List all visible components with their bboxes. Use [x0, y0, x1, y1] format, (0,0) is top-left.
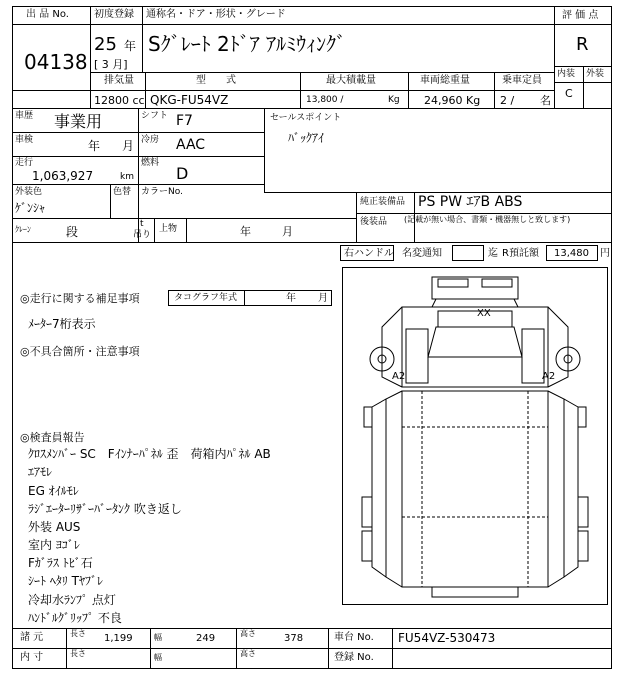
model-code: QKG-FU54VZ — [150, 93, 229, 107]
damage-mark-right: A2 — [542, 371, 556, 382]
ac-label: 冷房 — [141, 135, 160, 145]
inspector-line: 外装 AUS — [28, 520, 81, 534]
inspector-line: ｼｰﾄ ﾍﾀﾘ Tﾔﾌﾞﾚ — [28, 574, 103, 588]
aftermarket-label: 後装品 — [360, 217, 388, 227]
registration-label: 登録 No. — [334, 652, 374, 663]
defects-title: ◎不具合箇所・注意事項 — [20, 345, 140, 358]
grid-line — [12, 628, 612, 629]
name-grade-label: 通称名・ドア・形状・グレード — [146, 9, 286, 20]
crane-t: t — [140, 219, 144, 229]
grid-line — [264, 192, 612, 193]
specs-label: 諸 元 — [20, 632, 44, 643]
name-change-box — [452, 245, 484, 261]
crane-hang: 吊り — [133, 230, 152, 240]
inspector-line: 冷却水ﾗﾝﾌﾟ 点灯 — [28, 593, 116, 607]
ext-color-value: ｹﾞﾝｼｬ — [15, 201, 46, 215]
deposit-amount: 13,480 — [554, 248, 589, 259]
shift-label: シフト — [141, 111, 169, 121]
deposit-unit: 円 — [600, 248, 610, 259]
exterior-grade-label: 外装 — [586, 69, 605, 79]
inspection-month: 月 — [122, 139, 135, 153]
color-no-label: カラーNo. — [141, 187, 183, 197]
tacho-year: 年 — [286, 293, 296, 304]
displacement-label: 排気量 — [104, 75, 134, 86]
grid-line — [90, 72, 554, 73]
grid-line — [154, 218, 155, 242]
upload-month: 月 — [282, 225, 293, 238]
reg-year: 25 — [94, 34, 117, 55]
grid-line — [554, 6, 555, 108]
steering-value: 右ハンドル — [344, 248, 394, 259]
inspector-line: Fｶﾞﾗｽ ﾄﾋﾞ石 — [28, 556, 93, 570]
tachograph-label: タコグラフ年式 — [174, 293, 238, 303]
shift-value: F7 — [176, 113, 193, 129]
grid-line — [12, 108, 612, 109]
inspector-line: ﾗｼﾞｴｰﾀｰﾘｻﾞｰﾊﾞｰﾀﾝｸ 吹き返し — [28, 502, 182, 516]
gross-weight-label: 車両総重量 — [420, 75, 470, 86]
grid-line — [554, 24, 612, 25]
grid-line — [142, 24, 143, 72]
inner-label: 内 寸 — [20, 652, 44, 663]
grid-line — [110, 184, 111, 218]
inspector-line: 室内 ﾖｺﾞﾚ — [28, 538, 80, 552]
height-label: 高さ — [240, 629, 256, 638]
first-reg-label: 初度登録 — [94, 9, 134, 20]
grid-line — [150, 628, 151, 669]
upload-label: 上物 — [159, 224, 178, 234]
grid-line — [12, 156, 264, 157]
equipment-label: 純正装備品 — [360, 197, 406, 207]
grid-line — [145, 72, 146, 108]
grid-line — [90, 6, 91, 108]
selling-points-label: セールスポイント — [270, 113, 342, 123]
inspection-label: 車検 — [15, 135, 34, 145]
max-load-label: 最大積載量 — [326, 75, 376, 86]
interior-grade-label: 内装 — [557, 69, 576, 79]
selling-points-text: ﾊﾞｯｸｱｲ — [288, 131, 325, 145]
max-load-value: 13,800 / — [306, 95, 344, 105]
supplement-text: ﾒｰﾀｰ7桁表示 — [28, 317, 96, 331]
deposit-a: 迄 — [488, 248, 498, 259]
length-label: 長さ — [70, 629, 86, 638]
damage-mark-top: XX — [477, 308, 491, 319]
grid-line — [142, 6, 143, 24]
gross-weight-value: 24,960 Kg — [424, 94, 481, 107]
grid-line — [300, 72, 301, 108]
grid-line — [356, 213, 612, 214]
grid-line — [186, 218, 187, 242]
model-code-label: 型 式 — [196, 75, 236, 86]
grid-line — [328, 628, 329, 669]
inspection-year: 年 — [88, 139, 101, 153]
inspector-line: ﾊﾝﾄﾞﾙｸﾞﾘｯﾌﾟ 不良 — [28, 611, 122, 625]
grid-line — [392, 628, 393, 669]
inner-height-label: 高さ — [240, 649, 256, 658]
lot-no-label: 出 品 No. — [26, 9, 69, 20]
capacity-label: 乗車定員 — [502, 75, 542, 86]
fuel-value: D — [176, 164, 189, 183]
grid-line — [12, 184, 264, 185]
crane-stage: 段 — [66, 225, 79, 239]
aftermarket-note: (記載が無い場合、書類・機器無しと致します) — [404, 215, 571, 224]
inspector-line: EG ｵｲﾙﾓﾚ — [28, 484, 79, 498]
color-change-label: 色替 — [113, 187, 132, 197]
grid-line — [244, 290, 245, 306]
mileage-unit: km — [120, 172, 134, 182]
grid-line — [356, 192, 357, 242]
fuel-label: 燃料 — [141, 158, 160, 168]
model-name: Sｸﾞﾚｰﾄ 2ﾄﾞｱ ｱﾙﾐｳｨﾝｸﾞ — [148, 32, 347, 56]
height-value: 378 — [284, 633, 304, 644]
grid-line — [12, 24, 90, 25]
mileage-label: 走行 — [15, 158, 34, 168]
overall-grade: R — [576, 34, 589, 55]
truck-diagram — [342, 267, 608, 605]
width-label: 幅 — [154, 633, 162, 642]
tacho-month: 月 — [318, 293, 328, 304]
mileage-value: 1,063,927 — [32, 169, 94, 183]
capacity-unit: 名 — [540, 94, 551, 107]
history-value: 事業用 — [54, 112, 103, 131]
length-value: 1,199 — [104, 633, 133, 644]
grid-line — [66, 628, 67, 669]
chassis-label: 車台 No. — [334, 632, 374, 643]
grid-line — [264, 108, 265, 192]
ext-color-label: 外装色 — [15, 187, 43, 197]
supplement-title: ◎走行に関する補足事項 — [20, 292, 140, 305]
equipment-items: PS PW ｴｱB ABS — [418, 194, 523, 210]
deposit-label: R預託額 — [502, 248, 539, 259]
name-change-label: 名変通知 — [402, 248, 442, 259]
displacement-value: 12800 cc — [94, 94, 145, 107]
grid-line — [494, 72, 495, 108]
grid-line — [12, 90, 554, 91]
history-label: 車歴 — [15, 111, 34, 121]
inspector-line: ｸﾛｽﾒﾝﾊﾞｰ SC Fｲﾝﾅｰﾊﾟﾈﾙ 歪 荷箱内ﾊﾟﾈﾙ AB — [28, 447, 271, 461]
reg-year-unit: 年 — [124, 39, 137, 53]
grade-label: 評 価 点 — [562, 10, 599, 21]
capacity-value: 2 / — [500, 94, 515, 107]
grid-line — [12, 242, 612, 243]
reg-month: [ 3 月] — [94, 58, 128, 71]
lot-no: 04138 — [24, 50, 88, 74]
chassis-no: FU54VZ-530473 — [398, 631, 496, 645]
grid-line — [583, 66, 584, 108]
grid-line — [12, 218, 356, 219]
interior-grade: C — [565, 87, 573, 100]
width-value: 249 — [196, 633, 216, 644]
upload-year: 年 — [240, 225, 251, 238]
inner-length-label: 長さ — [70, 649, 86, 658]
grid-line — [90, 24, 554, 25]
inner-width-label: 幅 — [154, 653, 162, 662]
grid-line — [12, 648, 612, 649]
inspector-title: ◎検査員報告 — [20, 431, 85, 444]
grid-line — [236, 628, 237, 669]
grid-line — [12, 132, 264, 133]
grid-line — [138, 108, 139, 242]
inspector-line: ｴｱﾓﾚ — [28, 465, 53, 479]
grid-line — [554, 82, 612, 83]
crane-label: ｸﾚｰﾝ — [15, 225, 31, 234]
max-load-unit: Kg — [388, 95, 400, 105]
ac-value: AAC — [176, 137, 206, 153]
grid-line — [408, 72, 409, 108]
damage-mark-left: A2 — [392, 371, 406, 382]
